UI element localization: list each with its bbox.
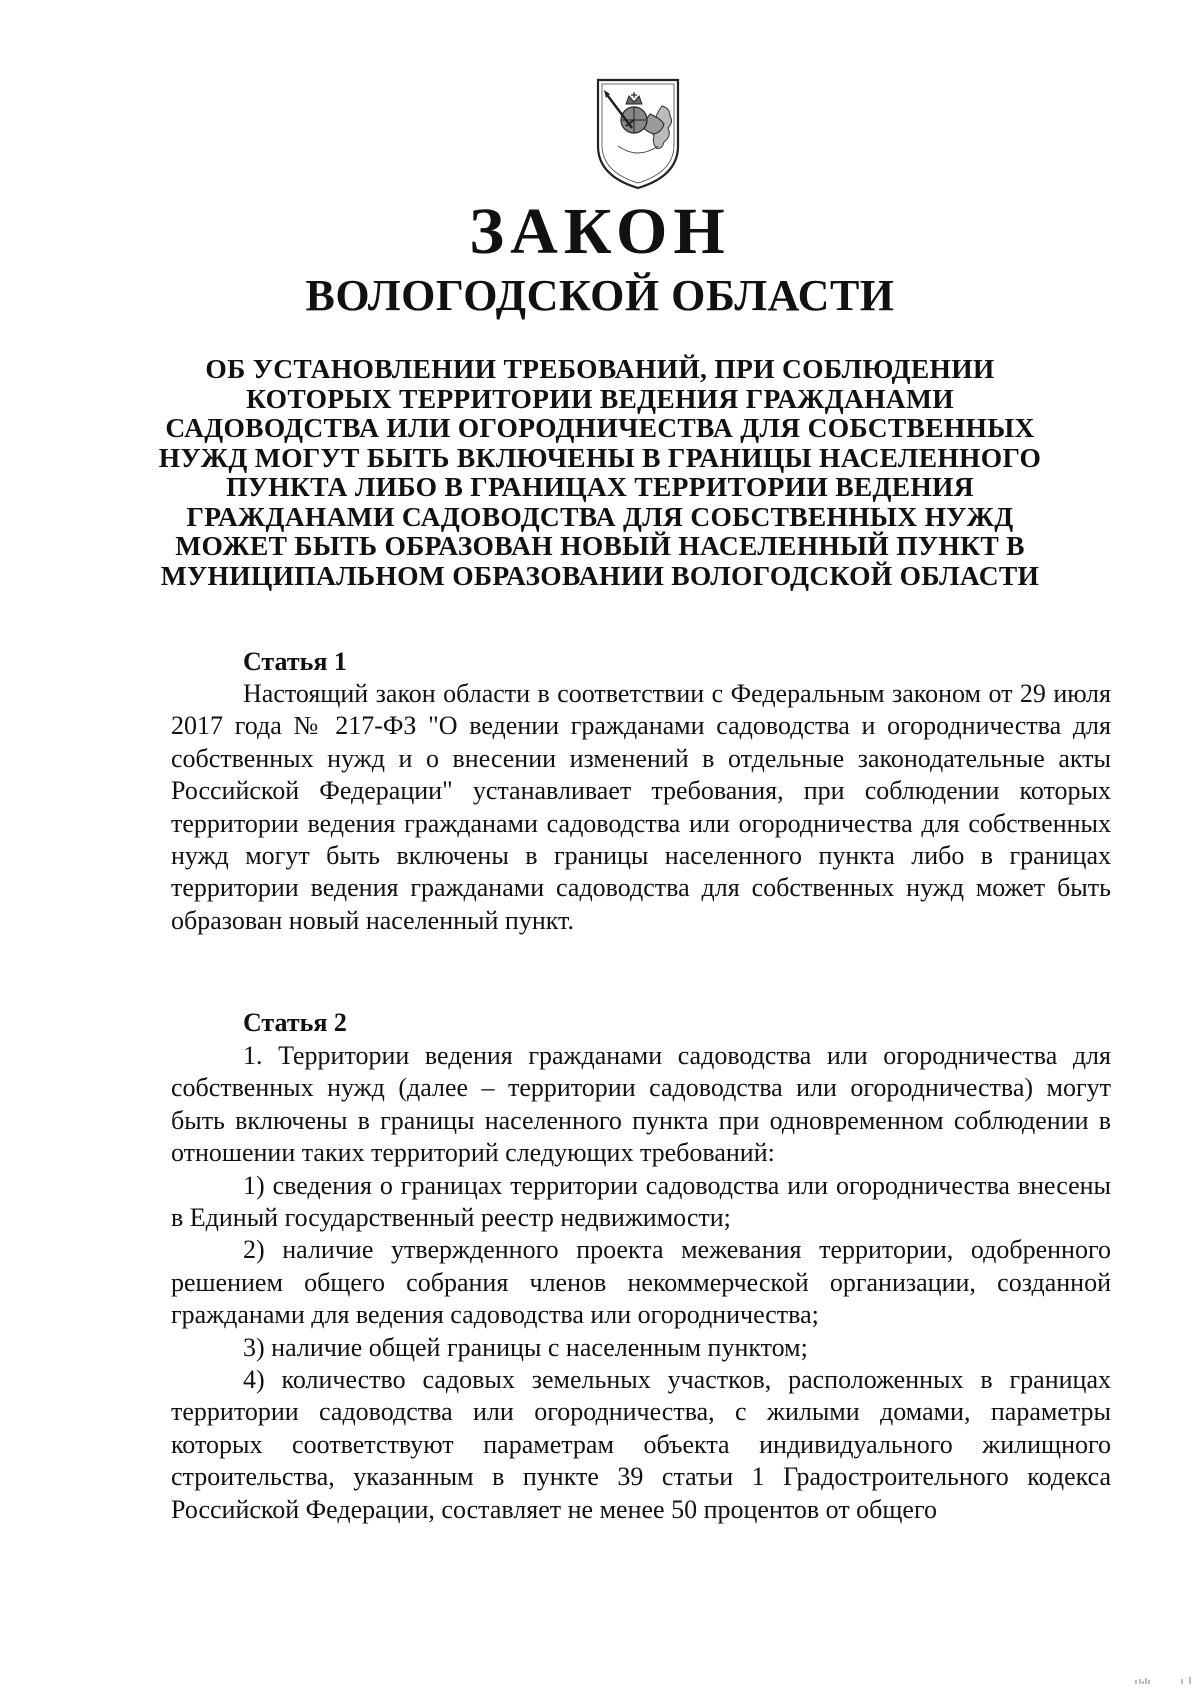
- article-2-paragraph: 3) наличие общей границы с населенным пунктом;: [243, 1332, 808, 1362]
- article-2-paragraph: 1) сведения о границах территории садоводства или огородничества внесены в Единый государственный реестр недвижимости;: [171, 1170, 1111, 1233]
- vologda-coat-of-arms-icon: [592, 76, 684, 192]
- article-1-text: Настоящий закон области в соответствии с Федеральным законом от 29 июля 2017 года № 217-ФЗ "О ведении гражданами садоводства и огородничества для собственных нужд и о внесении изменений в отдельные законодательные акты Российской Федерации" устанавливает требования, при соблюдении которых территории ведения гражданами садоводства или огородничества для собственных нужд могут быть включены в границы населенного пункта либо в границах территории ведения гражданами садоводства для собственных нужд может быть образован новый населенный пункт.: [171, 679, 1111, 935]
- article-2-paragraph: 1. Территории ведения гражданами садоводства или огородничества для собственных нужд (далее – территории садоводства или огородничества) могут быть включены в границы населенного пункта при одновременном соблюдении в отношении таких территорий следующих требований:: [171, 1041, 1111, 1168]
- scan-artifact-marks: [1134, 1670, 1194, 1688]
- law-title: ЗАКОН: [469, 195, 731, 268]
- law-region: ВОЛОГОДСКОЙ ОБЛАСТИ: [305, 271, 895, 320]
- article-2-paragraph: 2) наличие утвержденного проекта межевания территории, одобренного решением общего собрания членов некоммерческой организации, созданной гражданами для ведения садоводства или огородничества;: [171, 1235, 1111, 1330]
- article-2-paragraph: 4) количество садовых земельных участков, расположенных в границах территории садоводства или огородничества, с жилыми домами, параметры которых соответствуют параметрам объекта индивидуального жилищного строительства, указанным в пункте 39 статьи 1 Градостроительного кодекса Российской Федерации, составляет не менее 50 процентов от общего: [171, 1365, 1111, 1524]
- law-subject-heading: ОБ УСТАНОВЛЕНИИ ТРЕБОВАНИЙ, ПРИ СОБЛЮДЕНИИ КОТОРЫХ ТЕРРИТОРИИ ВЕДЕНИЯ ГРАЖДАНАМИ САДОВОДСТВА ИЛИ ОГОРОДНИЧЕСТВА ДЛЯ СОБСТВЕННЫХ НУЖД МОГУТ БЫТЬ ВКЛЮЧЕНЫ В ГРАНИЦЫ НАСЕЛЕННОГО ПУНКТА ЛИБО В ГРАНИЦАХ ТЕРРИТОРИИ ВЕДЕНИЯ ГРАЖДАНАМИ САДОВОДСТВА ДЛЯ СОБСТВЕННЫХ НУЖД МОЖЕТ БЫТЬ ОБРАЗОВАН НОВЫЙ НАСЕЛЕННЫЙ ПУНКТ В МУНИЦИПАЛЬНОМ ОБРАЗОВАНИИ ВОЛОГОДСКОЙ ОБЛАСТИ: [158, 353, 1042, 591]
- article-2-heading: Статья 2: [243, 1008, 347, 1037]
- article-1-heading: Статья 1: [243, 647, 347, 676]
- article-2-body: [171, 1040, 1111, 1526]
